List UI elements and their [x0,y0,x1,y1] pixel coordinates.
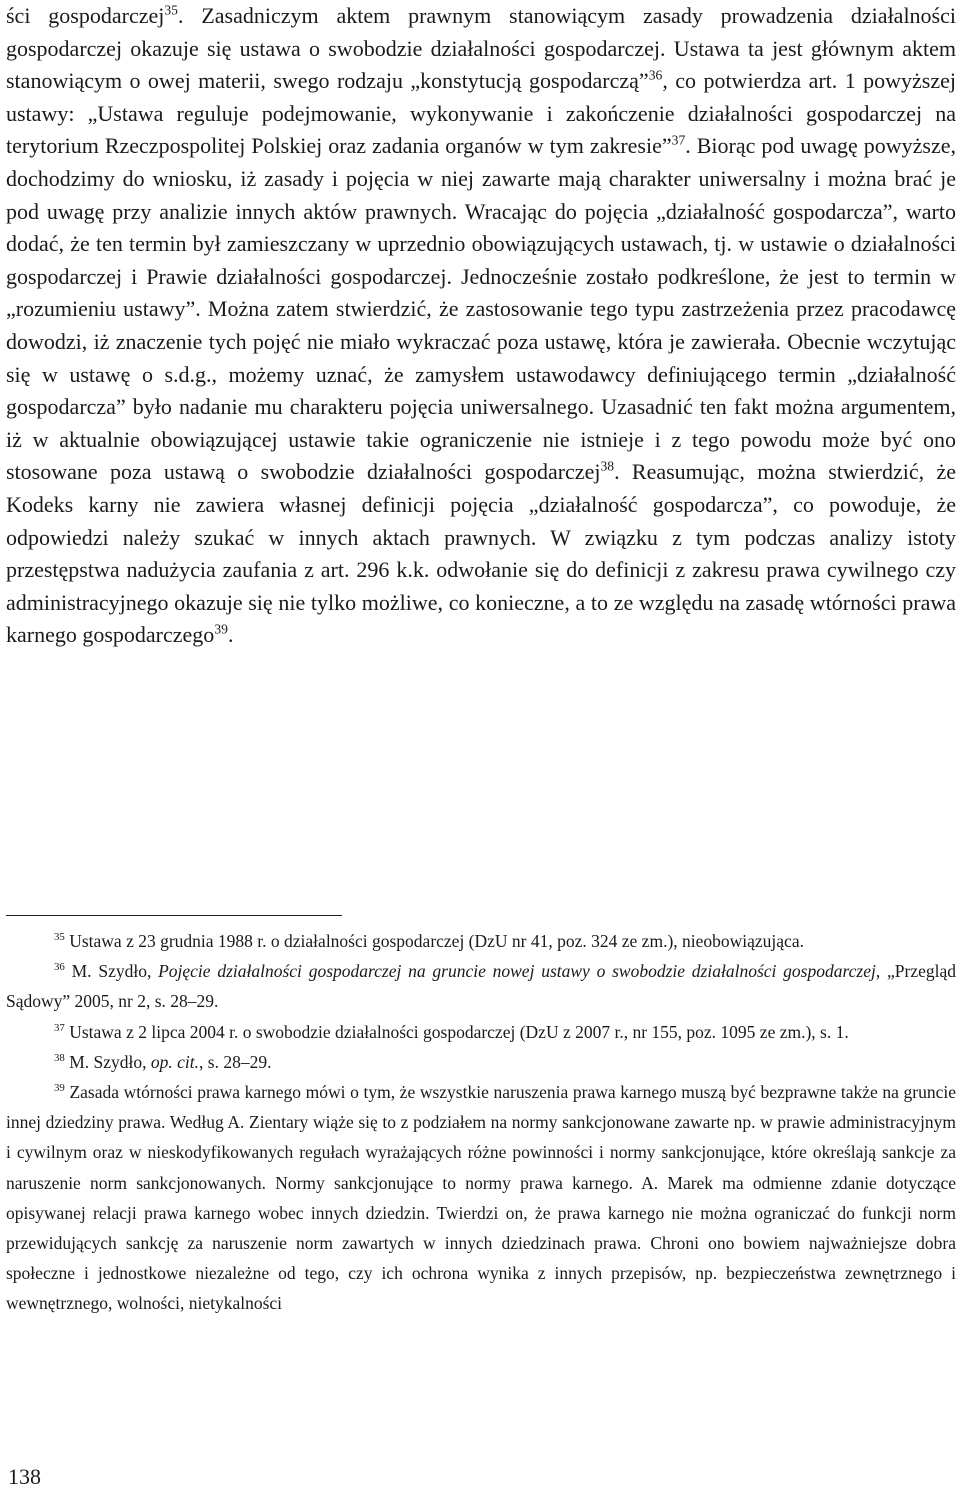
footnote [6,926,956,956]
footnote [6,956,956,1016]
footnote-number: 35 [54,931,65,944]
footnote-number: 37 [54,1021,65,1034]
footnote-ref-35: 35 [164,2,178,18]
footnote [6,1047,956,1077]
footnote-italic-text: op. cit. [150,1051,200,1072]
footnote-ref-36: 36 [648,67,663,83]
body-segment-3: , co potwierdza art. 1 powyższej ustawy: „Ustawa reguluje podejmowanie, wykonywanie i zakończenie działalności gospodarczej na terytorium Rzeczpospolitej Polskiej oraz zadania organów w tym zakresie” [6,68,956,159]
footnote-separator [6,915,342,916]
footnote-text: Zasada wtórności prawa karnego mówi o tym, że wszystkie naruszenia prawa karnego muszą być bezprawne także na gruncie innej dziedziny prawa. Według A. Zientary wiąże się to z podziałem na normy sankcjonowane zawarte np. w prawie administracyjnym i cywilnym oraz w nieskodyfikowanych regułach wyrażających różne powinności i normy sankcjonujące, które określają sankcje za naruszenie norm sankcjonowanych. Normy sankcjonujące to normy prawa karnego. A. Marek ma odmienne zdanie dotyczące opisywanej relacji prawa karnego wobec innych dziedzin. Twierdzi on, że prawa karnego nie można ograniczać do funkcji norm przewidujących sankcję za naruszenie norm zawartych w innych dziedzinach prawa. Chroni ono bowiem najważniejsze dobra społeczne i jednostkowe niezależne od tego, czy ich ochrona wynika z innych przepisów, np. bezpieczeństwa zewnętrznego i wewnętrznego, wolności, nietykalności [6,1082,957,1314]
body-segment-6: . [227,622,234,648]
footnote [6,1077,956,1319]
footnote-number: 36 [54,961,65,974]
footnote-text: M. Szydło, [69,1051,151,1072]
footnote-ref-38: 38 [600,458,615,474]
body-paragraph [6,0,956,652]
footnote-text: Ustawa z 23 grudnia 1988 r. o działalności gospodarczej (DzU nr 41, poz. 324 ze zm.), nieobowiązująca. [69,931,804,951]
body-segment-2: . Zasadniczym aktem prawnym stanowiącym zasady prowadzenia działalności gospodarczej okazuje się ustawa o swobodzie działalności gospodarczej. Ustawa ta jest głównym aktem stanowiącym o owej materii, swego rodzaju „konstytucją gospodarczą” [6,3,956,94]
footnote-number: 39 [54,1082,65,1095]
footnote-text: , s. 28–29. [199,1051,272,1072]
body-segment-1: ści gospodarczej [6,3,165,28]
footnote-italic-text: Pojęcie działalności gospodarczej na gruncie nowej ustawy o swobodzie działalności gospodarczej [158,961,876,982]
body-segment-5: . Reasumując, można stwierdzić, że Kodeks karny nie zawiera własnej definicji pojęcia „działalność gospodarcza”, co powoduje, że odpowiedzi należy szukać w innych aktach prawnych. W związku z tym podczas analizy istoty przestępstwa nadużycia zaufania z art. 296 k.k. odwołanie się do definicji z zakresu prawa cywilnego czy administracyjnego okazuje się nie tylko możliwe, co konieczne, a to ze względu na zasadę wtórności prawa karnego gospodarczego [6,459,956,648]
footnote-number: 38 [54,1051,65,1064]
footnotes-section [6,926,956,1319]
footnote-ref-37: 37 [671,133,686,149]
footnote-text: M. Szydło, [71,961,159,982]
footnote-text: , „Przegląd Sądowy” 2005, nr 2, s. 28–29. [6,961,956,1012]
footnote-text: Ustawa z 2 lipca 2004 r. o swobodzie działalności gospodarczej (DzU z 2007 r., nr 155, poz. 1095 ze zm.), s. 1. [69,1021,849,1042]
footnote-ref-39: 39 [214,621,228,637]
footnote [6,1017,956,1047]
page-number: 138 [8,1464,41,1489]
body-segment-4: . Biorąc pod uwagę powyższe, dochodzimy do wniosku, iż zasady i pojęcia w niej zawarte mają charakter uniwersalny i można brać je pod uwagę przy analizie innych aktów prawnych. Wracając do pojęcia „działalność gospodarcza”, warto dodać, że ten termin był zamieszczany w uprzednio obowiązujących ustawach, tj. w ustawie o działalności gospodarczej i Prawie działalności gospodarczej. Jednocześnie zostało podkreślone, że jest to termin w „rozumieniu ustawy”. Można zatem stwierdzić, że zastosowanie tego typu zastrzeżenia przez pracodawcę dowodzi, iż znaczenie tych pojęć nie miało wykraczać poza ustawę, która je zawierała. Obecnie wczytując się w ustawę o s.d.g., możemy uznać, że zamysłem ustawodawcy definiującego termin „działalność gospodarcza” było nadanie mu charakteru pojęcia uniwersalnego. Uzasadnić ten fakt można argumentem, iż w aktualnie obowiązującej ustawie takie ograniczenie nie istnieje i z tego powodu może być ono stosowane poza ustawą o swobodzie działalności gospodarczej [6,133,956,485]
